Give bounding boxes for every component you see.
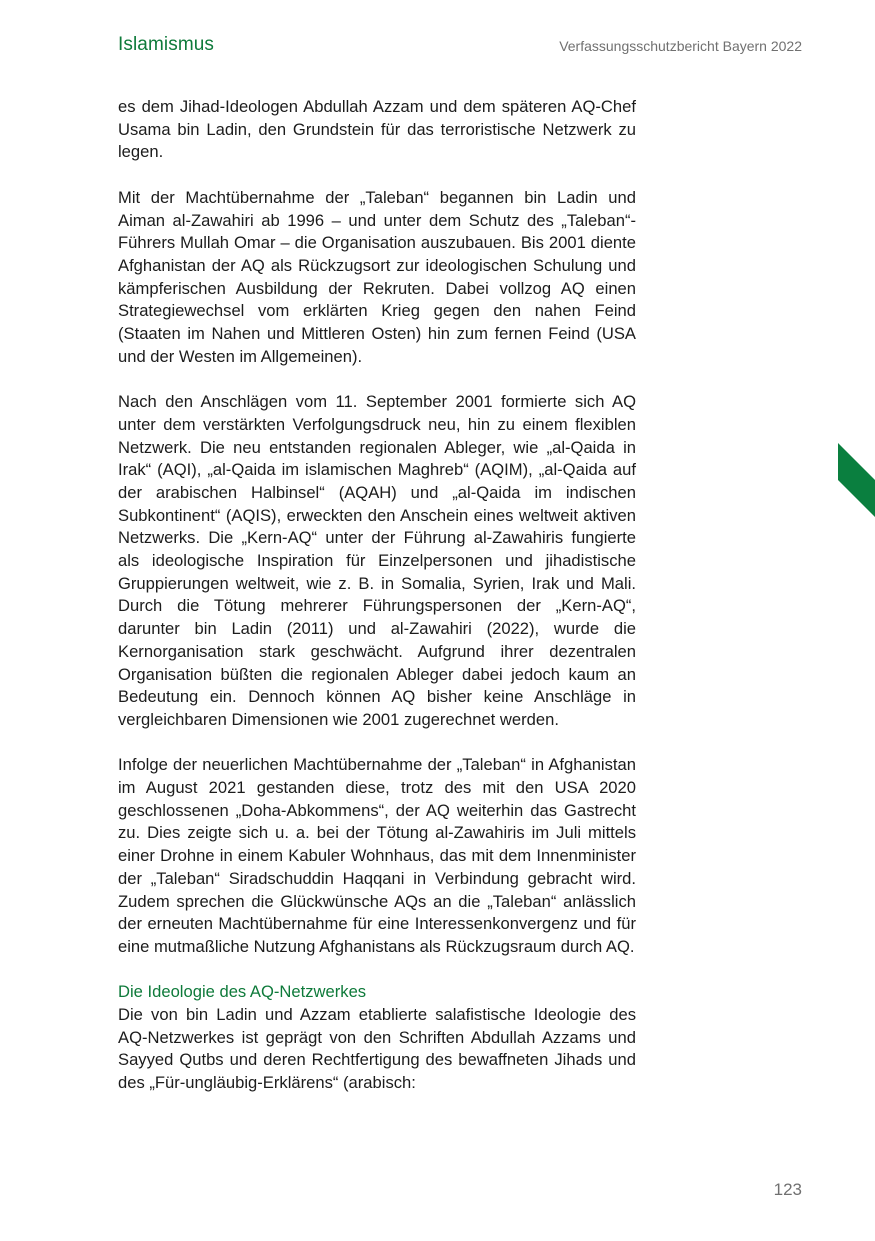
main-text xyxy=(118,96,636,1095)
paragraph-4: Infolge der neuerlichen Machtübernahme der „Taleban“ in Afghanistan im August 2021 gestanden diese, trotz des mit den USA 2020 geschlossenen „Doha-Abkommens“, der AQ weiterhin das Gastrecht zu. Dies zeigte sich u. a. bei der Tötung al-Zawahiris im Juli mittels einer Drohne in einem Kabuler Wohnhaus, das mit dem Innenminister der „Taleban“ Siradschuddin Haqqani in Verbindung gebracht wird. Zudem sprechen die Glückwünsche AQs an die „Taleban“ anlässlich der erneuten Machtübernahme für eine Interessenkonvergenz und für eine mutmaßliche Nutzung Afghanistans als Rückzugsraum durch AQ. xyxy=(118,755,636,956)
chapter-tab-marker xyxy=(838,443,875,517)
subheading-ideology: Die Ideologie des AQ-Netzwerkes xyxy=(118,982,367,1002)
page-number: 123 xyxy=(773,1180,802,1199)
section-title: Islamismus xyxy=(118,34,215,55)
paragraph-3: Nach den Anschlägen vom 11. September 2001 formierte sich AQ unter dem verstärkten Verfolgungsdruck neu, hin zu einem flexiblen Netzwerk. Die neu entstanden regionalen Ableger, wie „al-Qaida in Irak“ (AQI), „al-Qaida im islamischen Maghreb“ (AQIM), „al-Qaida auf der arabischen Halbinsel“ (AQAH) und „al-Qaida im indischen Subkontinent“ (AQIS), erweckten den Anschein eines weltweit aktiven Netzwerks. Die „Kern-AQ“ unter der Führung al-Zawahiris fungierte als ideologische Inspiration für Einzelpersonen und jihadistische Gruppierungen weltweit, wie z. B. in Somalia, Syrien, Irak und Mali. Durch die Tötung mehrerer Führungspersonen der „Kern-AQ“, darunter bin Ladin (2011) und al-Zawahiri (2022), wurde die Kernorganisation stark geschwächt. Aufgrund ihrer dezentralen Organisation büßten die regionalen Ableger dabei jedoch kaum an Bedeutung ein. Dennoch können AQ bisher keine Anschläge in vergleichbaren Dimensionen wie 2001 zugerechnet werden. xyxy=(118,392,636,729)
paragraph-5: Die von bin Ladin und Azzam etablierte salafistische Ideologie des AQ-Netzwerkes ist geprägt von den Schriften Abdullah Azzams und Sayyed Qutbs und deren Rechtfertigung des bewaffneten Jihads und des „Für-ungläubig-Erklärens“ (arabisch: xyxy=(118,1005,636,1093)
document-title: Verfassungsschutzbericht Bayern 2022 xyxy=(559,38,802,54)
paragraph-1: es dem Jihad-Ideologen Abdullah Azzam und dem späteren AQ-Chef Usama bin Ladin, den Grundstein für das terroristische Netzwerk zu legen. xyxy=(118,97,636,162)
paragraph-2: Mit der Machtübernahme der „Taleban“ begannen bin Ladin und Aiman al-Zawahiri ab 1996 – und unter dem Schutz des „Taleban“-Führers Mullah Omar – die Organisation auszubauen. Bis 2001 diente Afghanistan der AQ als Rückzugsort zur ideologischen Schulung und kämpferischen Ausbildung der Rekruten. Dabei vollzog AQ einen Strategiewechsel vom erklärten Krieg gegen den nahen Feind (Staaten im Nahen und Mittleren Osten) hin zum fernen Feind (USA und der Westen im Allgemeinen). xyxy=(118,187,636,366)
chapter-tab-shape xyxy=(838,443,875,517)
